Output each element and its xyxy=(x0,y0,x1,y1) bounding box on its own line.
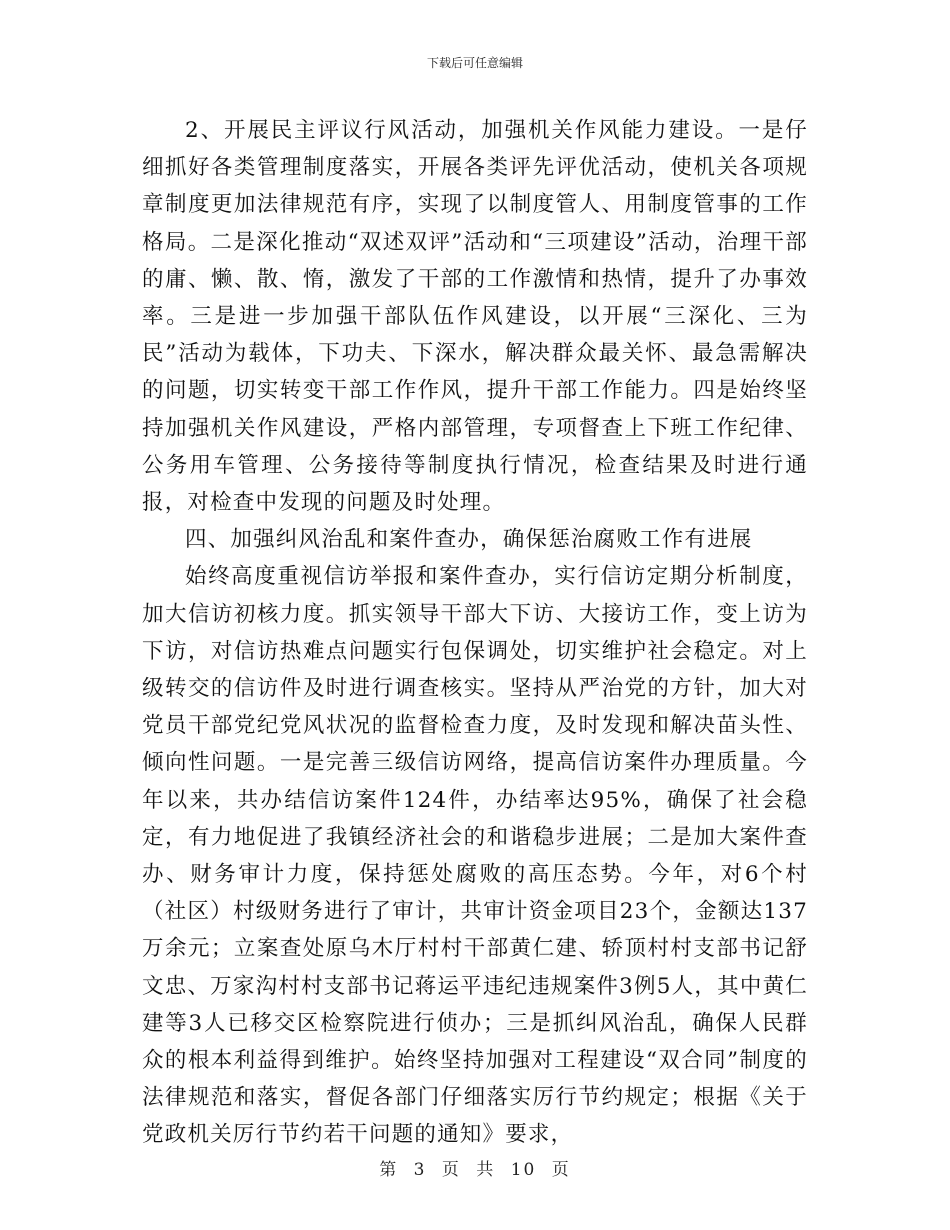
footer-current-page: 3 xyxy=(413,1160,427,1180)
footer-page-word: 页 xyxy=(441,1160,461,1180)
section-heading-4: 四、加强纠风治乱和案件查办，确保惩治腐败工作有进展 xyxy=(185,527,753,553)
footer-prefix: 第 xyxy=(379,1160,399,1180)
footer-total-word: 共 xyxy=(476,1160,496,1180)
paragraph-section-4-body: 始终高度重视信访举报和案件查办，实行信访定期分析制度，加大信访初核力度。抓实领导干部大下访、大接访工作，变上访为下访，对信访热难点问题实行包保调处，切实维护社会稳定。对上级转交的信访件及时进行调查核实。坚持从严治党的方针，加大对党员干部党纪党风状况的监督检查力度，及时发现和解决苗头性、倾向性问题。一是完善三级信访网络，提高信访案件办理质量。今年以来，共办结信访案件124件，办结率达95%，确保了社会稳定，有力地促进了我镇经济社会的和谐稳步进展；二是加大案件查办、财务审计力度，保持惩处腐败的高压态势。今年，对6个村（社区）村级财务进行了审计，共审计资金项目23个，金额达137万余元；立案查处原乌木厅村村干部黄仁建、轿顶村村支部书记舒文忠、万家沟村村支部书记蒋运平违纪违规案件3例5人，其中黄仁建等3人已移交区检察院进行侦办；三是抓纠风治乱，确保人民群众的根本利益得到维护。始终坚持加强对工程建设“双合同”制度的法律规范和落实，督促各部门仔细落实厉行节约规定；根据《关于党政机关厉行节约若干问题的通知》要求， xyxy=(142,564,808,1148)
page-footer xyxy=(0,1155,950,1180)
footer-total-pages: 10 xyxy=(510,1160,537,1180)
page-header: 下载后可任意编辑 xyxy=(426,56,523,70)
footer-suffix: 页 xyxy=(551,1160,571,1180)
paragraph-section-2: 2、开展民主评议行风活动，加强机关作风能力建设。一是仔细抓好各类管理制度落实，开展各类评先评优活动，使机关各项规章制度更加法律规范有序，实现了以制度管人、用制度管事的工作格局。二是深化推动“双述双评”活动和“三项建设”活动，治理干部的庸、懒、散、惰，激发了干部的工作激情和热情，提升了办事效率。三是进一步加强干部队伍作风建设，以开展“三深化、三为民”活动为载体，下功夫、下深水，解决群众最关怀、最急需解决的问题，切实转变干部工作作风，提升干部工作能力。四是始终坚持加强机关作风建设，严格内部管理，专项督查上下班工作纪律、公务用车管理、公务接待等制度执行情况，检查结果及时进行通报，对检查中发现的问题及时处理。 xyxy=(142,118,808,516)
document-body xyxy=(142,112,808,1154)
